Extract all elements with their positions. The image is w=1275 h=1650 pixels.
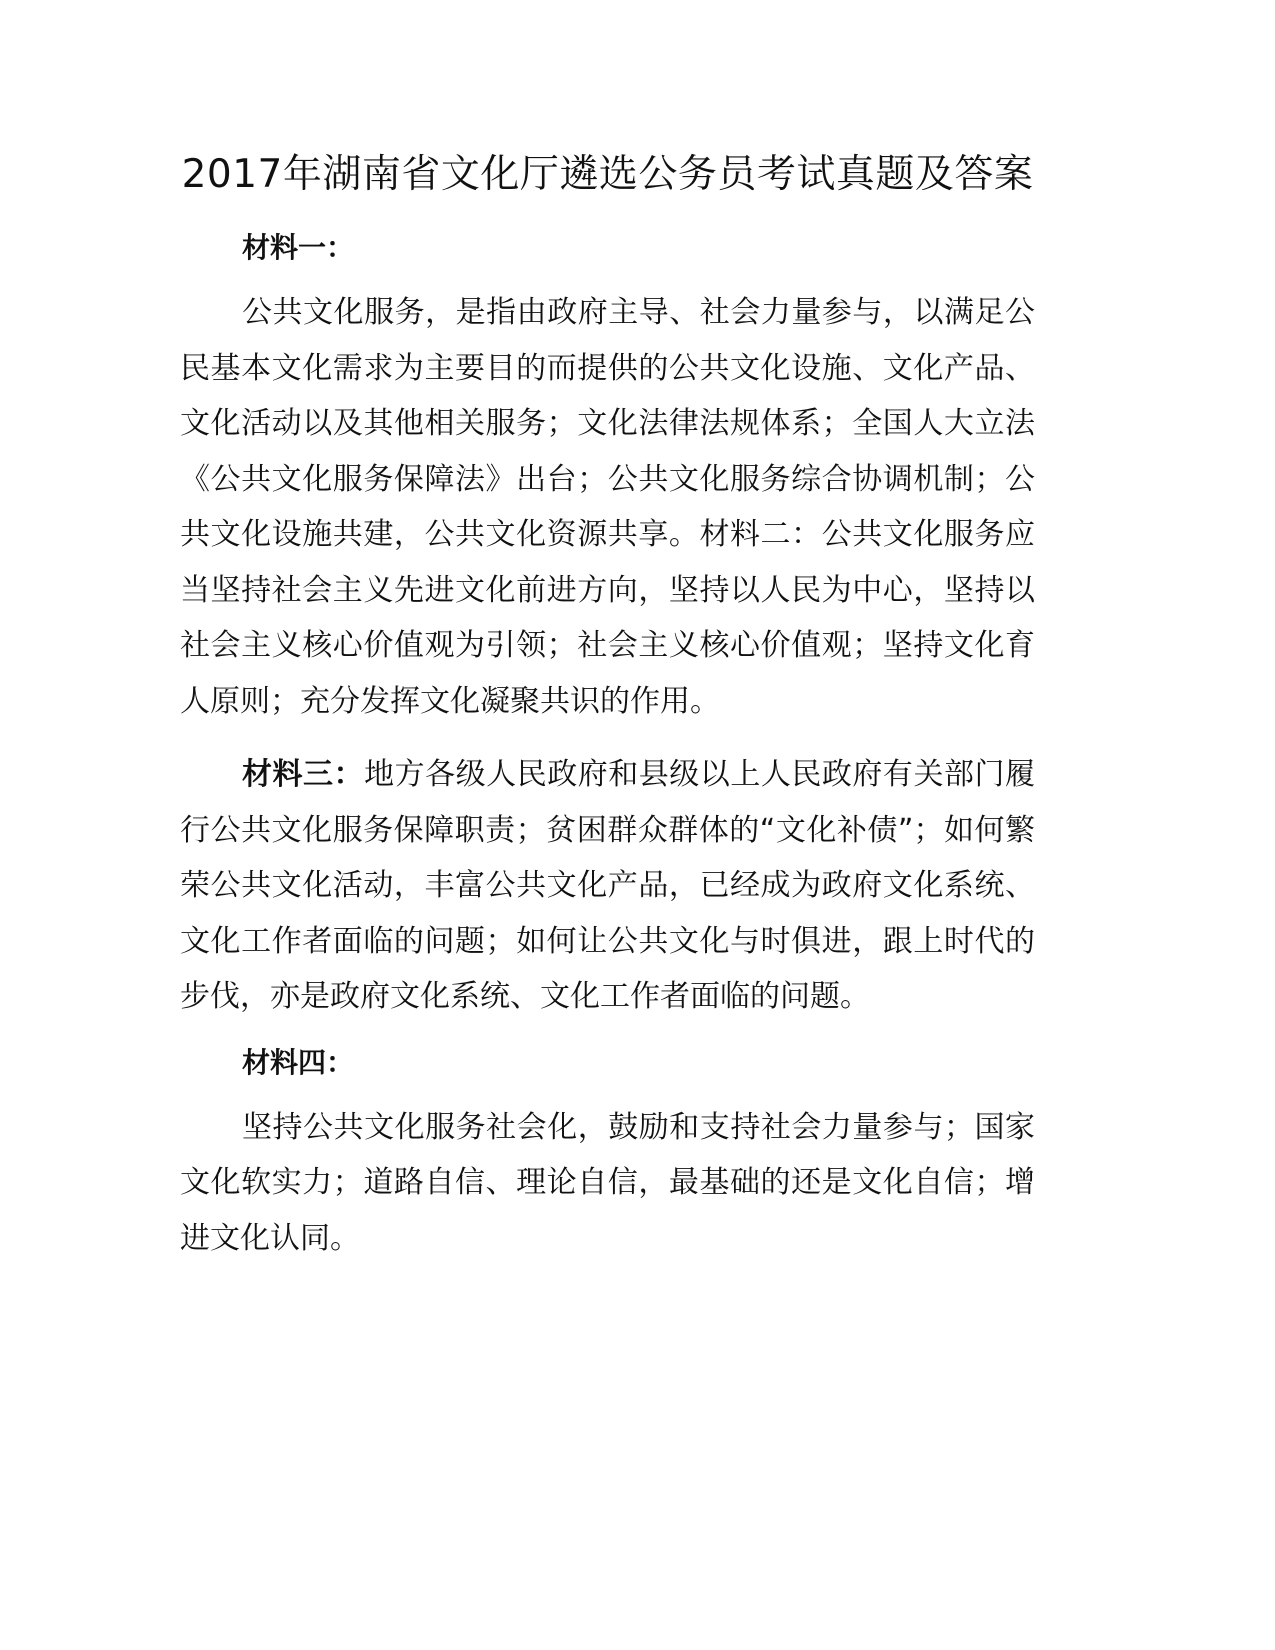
section-4-label xyxy=(180,1043,1035,1083)
section-3-body: 地方各级人民政府和县级以上人民政府有关部门履行公共文化服务保障职责；贫困群众群体的“文化补债”；如何繁荣公共文化活动，丰富公共文化产品，已经成为政府文化系统、文化工作者面临的问题；如何让公共文化与时俱进，跟上时代的步伐，亦是政府文化系统、文化工作者面临的问题。 xyxy=(180,757,1036,1014)
section-4-body: 坚持公共文化服务社会化，鼓励和支持社会力量参与；国家文化软实力；道路自信、理论自信，最基础的还是文化自信；增进文化认同。 xyxy=(180,1109,1035,1256)
section-3-label: 材料三： xyxy=(242,757,365,792)
document-page xyxy=(180,146,1035,1266)
section-1-label xyxy=(180,228,1035,268)
section-4-label-text: 材料四： xyxy=(242,1045,355,1079)
section-1-label-text: 材料一： xyxy=(242,231,355,264)
section-1-body: 公共文化服务，是指由政府主导、社会力量参与，以满足公民基本文化需求为主要目的而提供的公共文化设施、文化产品、文化活动以及其他相关服务；文化法律法规体系；全国人大立法《公共文化服务保障法》出台；公共文化服务综合协调机制；公共文化设施共建，公共文化资源共享。材料二：公共文化服务应当坚持社会主义先进文化前进方向，坚持以人民为中心，坚持以社会主义核心价值观为引领；社会主义核心价值观；坚持文化育人原则；充分发挥文化凝聚共识的作用。 xyxy=(180,295,1035,719)
section-3-paragraph xyxy=(180,747,1035,1025)
document-title: 2017年湖南省文化厅遴选公务员考试真题及答案 xyxy=(181,152,1034,197)
